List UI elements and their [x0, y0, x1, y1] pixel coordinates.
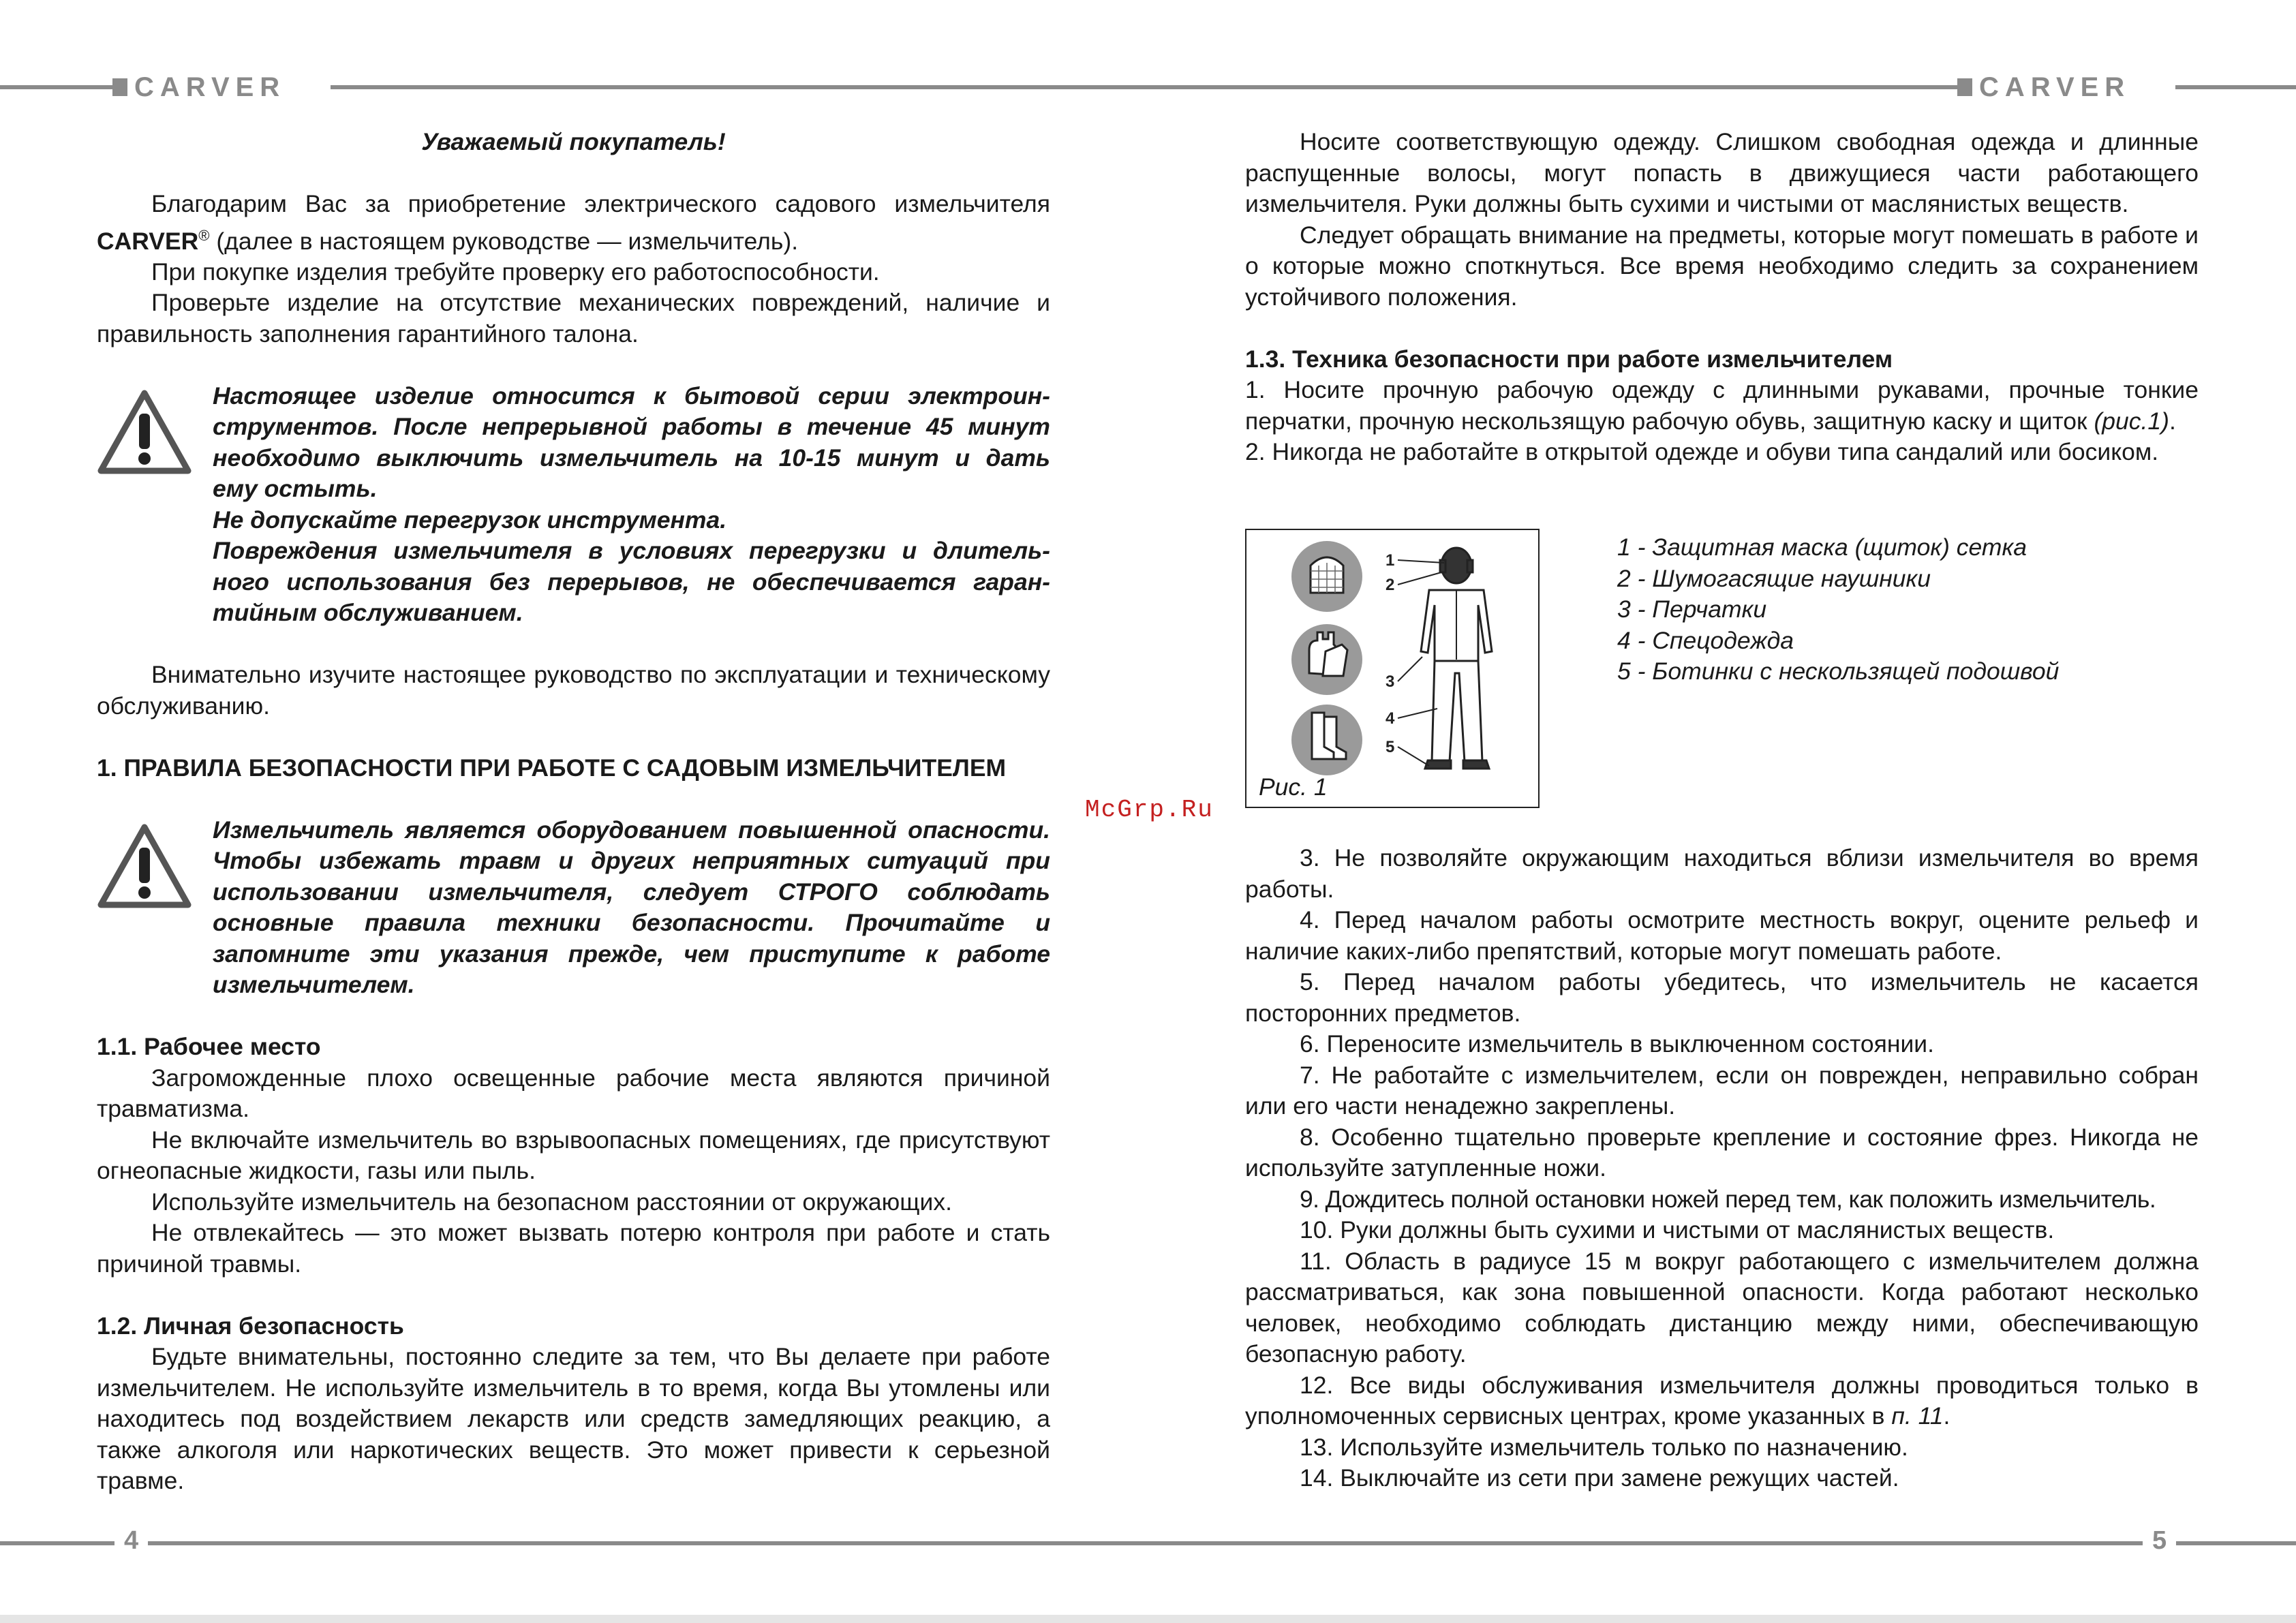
callout-1: 1 — [1386, 551, 1395, 570]
section-1-2-heading: 1.2. Личная безопасность — [97, 1312, 404, 1340]
section-1-3-heading: 1.3. Техника безопасности при работе измельчителем — [1245, 345, 1893, 373]
rule-item-3: 3. Не позволяйте окружающим находиться вблизи измельчителя во время работы. — [1245, 844, 2199, 903]
brand-logo-right — [1957, 71, 2175, 104]
section-1-1-paragraph: Не включайте измельчитель во взрывоопасных помещениях, где присутствуют огнеопасные жидкости, газы или пыль. — [97, 1126, 1050, 1185]
warning-text: Измельчитель является оборудованием повышенной опасности. Чтобы избежать травм и других неприятных ситуаций при использовании измельчителя, следует СТРОГО соблюдать основные правила техники безопасности. Прочитайте и запомните эти указания прежде, чем приступите к работе измельчителем. — [213, 816, 1050, 999]
figure-legend — [1617, 532, 2059, 687]
brand-name: CARVER — [97, 227, 199, 255]
section-1-1-paragraph: Используйте измельчитель на безопасном расстоянии от окружающих. — [151, 1188, 952, 1216]
warning-icon — [97, 822, 192, 909]
legend-item: 2 - Шумогасящие наушники — [1617, 564, 1931, 592]
intro-paragraph-1: Благодарим Вас за приобретение электрического садового измельчителя CARVER® (далее в настоящем руководстве — измельчитель). — [97, 190, 1050, 255]
callout-5: 5 — [1386, 738, 1395, 756]
section-1-1-heading: 1.1. Рабочее место — [97, 1033, 321, 1061]
warning-line: Настоящее изделие относится к бытовой серии электроин- — [213, 382, 1050, 409]
rule-item-5: 5. Перед началом работы убедитесь, что измельчитель не касается посторонних предметов. — [1245, 968, 2199, 1027]
protective-gear-illustration — [1246, 530, 1537, 775]
rule-item-8: 8. Особенно тщательно проверьте крепление и состояние фрез. Никогда не используйте затупленные ножи. — [1245, 1123, 2199, 1181]
watermark: McGrp.Ru — [1085, 796, 1214, 824]
rule-item-7: 7. Не работайте с измельчителем, если он поврежден, неправильно собран или его части ненадежно закреплены. — [1245, 1061, 2199, 1119]
warning-line: Не допускайте перегрузок инструмента. — [213, 506, 727, 534]
rule-item-10: 10. Руки должны быть сухими и чистыми от маслянистых веществ. — [1300, 1216, 2055, 1243]
page-number-left: 4 — [114, 1526, 148, 1556]
rule-item-11: 11. Область в радиусе 15 м вокруг работающего с измельчителем должна рассматриваться, как зона повышенной опасности. Когда работают несколько человек, необходимо соблюдать дистанцию между ними, обеспечивающую безопасную работу. — [1245, 1247, 2199, 1367]
rule-item-2: 2. Никогда не работайте в открытой одежде и обуви типа сандалий или босиком. — [1245, 438, 2159, 465]
boots-icon — [1291, 705, 1362, 775]
paragraph-reference: п. 11 — [1891, 1402, 1944, 1429]
warning-line: Повреждения измельчителя в условиях перегрузки и длитель- — [213, 537, 1050, 565]
gloves-icon — [1291, 624, 1362, 695]
legend-item: 5 - Ботинки с нескользящей подошвой — [1617, 658, 2060, 685]
figure-caption: Рис. 1 — [1259, 773, 1328, 801]
section-1-1-paragraph: Не отвлекайтесь — это может вызвать потерю контроля при работе и стать причиной травмы. — [97, 1219, 1050, 1278]
rule-item-6: 6. Переносите измельчитель в выключенном состоянии. — [1300, 1030, 1934, 1057]
callout-3: 3 — [1386, 673, 1395, 691]
warning-line: ему остыть. — [213, 475, 378, 503]
greeting: Уважаемый покупатель! — [421, 128, 726, 155]
legend-item: 1 - Защитная маска (щиток) сетка — [1617, 534, 2027, 561]
bottom-scan-edge — [0, 1615, 2296, 1623]
face-shield-icon — [1291, 541, 1362, 612]
warning-block-2 — [97, 815, 1050, 1001]
clothing-paragraph: Носите соответствующую одежду. Слишком свободная одежда и длинные распущенные волосы, могут попасть в движущиеся части работающего измельчителя. Руки должны быть сухими и чистыми от маслянистых веществ. — [1245, 128, 2199, 217]
header-rule — [0, 85, 2296, 89]
footer-rule — [0, 1541, 2296, 1545]
section-1-heading: 1. ПРАВИЛА БЕЗОПАСНОСТИ ПРИ РАБОТЕ С САДОВЫМ ИЗМЕЛЬЧИТЕЛЕМ — [97, 754, 1007, 782]
figure-reference: (рис.1) — [2094, 407, 2169, 435]
brand-text: CARVER — [1979, 72, 2131, 102]
left-column — [97, 127, 1050, 1497]
rule-item-14: 14. Выключайте из сети при замене режущих частей. — [1300, 1464, 1899, 1491]
warning-icon — [97, 388, 192, 475]
warning-line: тийным обслуживанием. — [213, 599, 523, 627]
callout-2: 2 — [1386, 576, 1395, 594]
rule-item-4: 4. Перед началом работы осмотрите местность вокруг, оцените рельеф и наличие каких-либо препятствий, которые могут помешать работе. — [1245, 906, 2199, 965]
warning-line: ного использования без перерывов, не обеспечивается гаран- — [213, 568, 1050, 596]
warning-line: необходимо выключить измельчитель на 10-15 минут и дать — [213, 444, 1050, 472]
brand-logo-left — [112, 71, 331, 104]
rule-item-1: 1. Носите прочную рабочую одежду с длинными рукавами, прочные тонкие перчатки, прочную нескользящую рабочую обувь, защитную каску и щиток (рис.1). — [1245, 376, 2199, 435]
intro-paragraph-3: Проверьте изделие на отсутствие механических повреждений, наличие и правильность заполнения гарантийного талона. — [97, 289, 1050, 347]
figure-callouts — [1386, 551, 1395, 756]
figure-1 — [1245, 529, 1540, 808]
brand-text: CARVER — [134, 72, 286, 102]
footing-paragraph: Следует обращать внимание на предметы, которые могут помешать в работе и о которые можно споткнуться. Все время необходимо следить за сохранением устойчивого положения. — [1245, 221, 2199, 311]
warning-line: струментов. После непрерывной работы в течение 45 минут — [213, 413, 1050, 441]
legend-item: 3 - Перчатки — [1617, 596, 1767, 623]
rule-item-13: 13. Используйте измельчитель только по назначению. — [1300, 1433, 1908, 1461]
brand-mark-icon — [112, 78, 127, 96]
intro-paragraph-2: При покупке изделия требуйте проверку его работоспособности. — [151, 258, 880, 285]
rule-item-12: 12. Все виды обслуживания измельчителя должны проводиться только в уполномоченных сервисных центрах, кроме указанных в п. 11. — [1245, 1371, 2199, 1429]
legend-item: 4 - Спецодежда — [1617, 626, 1794, 654]
right-column-bottom — [1245, 843, 2199, 1494]
right-column-top — [1245, 127, 2199, 468]
page-number-right: 5 — [2143, 1526, 2176, 1556]
manual-paragraph: Внимательно изучите настоящее руководство по эксплуатации и техническому обслуживанию. — [97, 661, 1050, 720]
section-1-1-paragraph: Загроможденные плохо освещенные рабочие места являются причиной травматизма. — [97, 1064, 1050, 1123]
rule-item-9: 9. Дождитесь полной остановки ножей перед тем, как положить измельчитель. — [1300, 1185, 2156, 1213]
worker-figure — [1421, 548, 1492, 769]
section-1-2-paragraph: Будьте внимательны, постоянно следите за тем, что Вы делаете при работе измельчителем. Не используйте измельчитель в то время, когда Вы утомлены или находитесь под воздействием лекарств или средств замедляющих реакцию, а также алкоголя или наркотических веществ. Это может привести к серьезной травме. — [97, 1343, 1050, 1495]
brand-mark-icon — [1957, 78, 1972, 96]
warning-block-1 — [97, 381, 1050, 629]
callout-4: 4 — [1386, 709, 1395, 728]
